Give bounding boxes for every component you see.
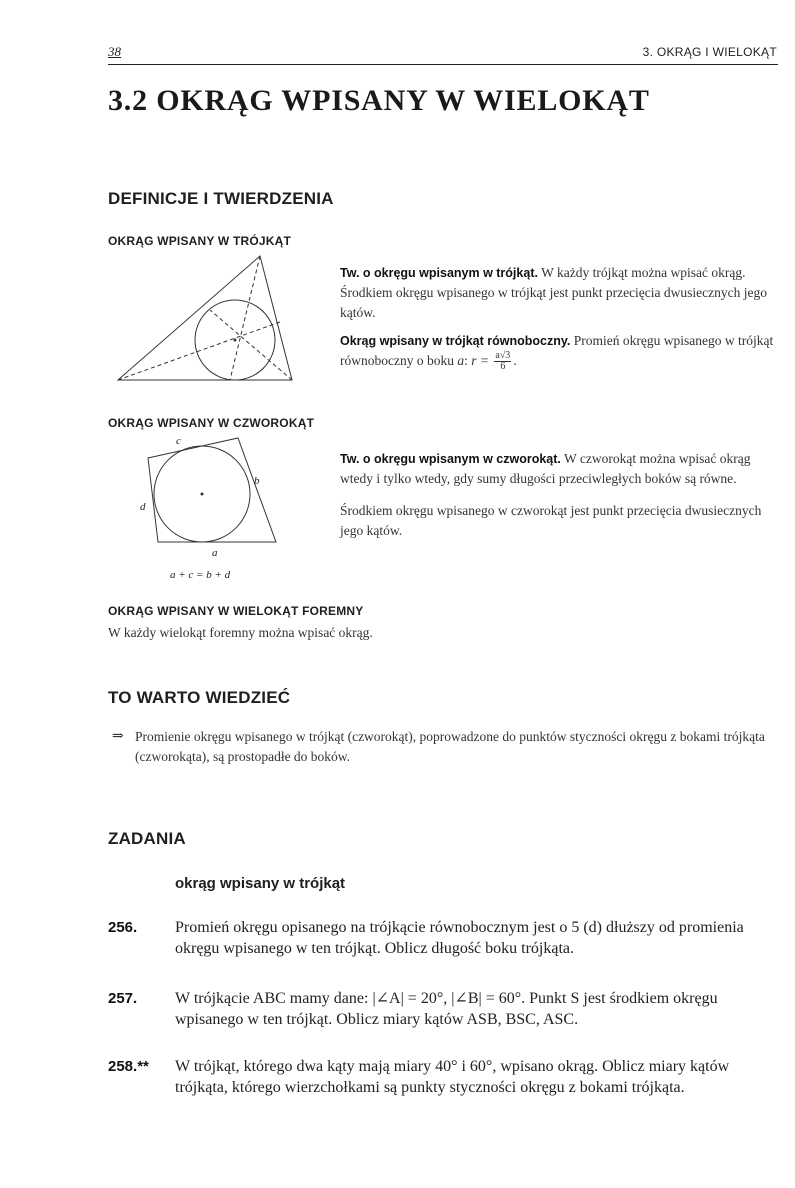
- running-head: 3. OKRĄG I WIELOKĄT: [642, 45, 777, 59]
- quadrilateral-theorem-block: [340, 449, 780, 549]
- quad-equation: a + c = b + d: [170, 569, 231, 581]
- equilateral-text: Promień okręgu wpisanego w trójkąt równoboczny o boku: [340, 333, 774, 368]
- triangle-outline: [118, 256, 292, 380]
- triangle-theorem-lead: Tw. o okręgu wpisanym w trójkąt.: [340, 266, 538, 280]
- incenter-point: [234, 339, 237, 342]
- task-number: 258.**: [108, 1058, 149, 1075]
- bisector-a: [118, 322, 280, 380]
- triangle-incircle-figure: [110, 252, 310, 388]
- bisector-b: [230, 256, 260, 380]
- quad-incenter-point: [201, 493, 204, 496]
- side-variable: a: [457, 353, 465, 368]
- label-c: c: [176, 435, 181, 447]
- task-number: 256.: [108, 919, 138, 936]
- tasks-subheading: okrąg wpisany w trójkąt: [175, 875, 346, 892]
- label-a: a: [212, 547, 218, 559]
- task-text: W trójkącie ABC mamy dane: |∠A| = 20°, |∠B| = 60°. Punkt S jest środkiem okręgu wpisanego w ten trójkąt. Oblicz miary kątów ASB, BSC, ASC.: [175, 990, 718, 1028]
- label-d: d: [140, 501, 146, 513]
- implication-arrow-icon: ⇒: [112, 729, 124, 744]
- formula-fraction: [494, 351, 511, 372]
- page-number: 38: [108, 44, 121, 59]
- quad-center-text: Środkiem okręgu wpisanego w czworokąt jest punkt przecięcia dwusiecznych jego kątów.: [340, 503, 762, 538]
- triangle-theorem-block: Tw. o okręgu wpisanym w trójkąt. W każdy trójkąt można wpisać okrąg. Środkiem okręgu wpisanego w trójkąt jest punkt przecięcia dwusiecznych jego kątów. Okrąg wpisany w trójkąt równoboczny. Promień okręgu wpisanego w trójkąt równoboczny o boku a: r = $\frac{a√3}{6}$ .: [340, 265, 774, 373]
- bisector-c: [210, 310, 292, 380]
- triangle-subheading: OKRĄG WPISANY W TRÓJKĄT: [108, 234, 292, 248]
- header-rule: [108, 64, 778, 65]
- quadrilateral-incircle-figure: [130, 432, 290, 582]
- triangle-theorem-text: W każdy trójkąt można wpisać okrąg. Środkiem okręgu wpisanego w trójkąt jest punkt przecięcia dwusiecznych jego kątów.: [340, 265, 767, 320]
- quadrilateral-subheading: OKRĄG WPISANY W CZWOROKĄT: [108, 416, 315, 430]
- regular-polygon-subheading: OKRĄG WPISANY W WIELOKĄT FOREMNY: [108, 604, 364, 618]
- label-b: b: [254, 475, 260, 487]
- formula-denominator: 6: [500, 361, 506, 373]
- definitions-heading: DEFINICJE I TWIERDZENIA: [108, 189, 334, 208]
- worth-knowing-heading: TO WARTO WIEDZIEĆ: [108, 688, 291, 707]
- task-number: 257.: [108, 990, 138, 1007]
- tasks-heading: ZADANIA: [108, 829, 186, 848]
- chapter-title: 3.2 OKRĄG WPISANY W WIELOKĄT: [108, 84, 650, 117]
- task-text: W trójkąt, którego dwa kąty mają miary 40° i 60°, wpisano okrąg. Oblicz miary kątów trójkąta, którego wierzchołkami są punkty styczności okręgu z bokami trójkąta.: [175, 1058, 730, 1096]
- regular-polygon-text: W każdy wielokąt foremny można wpisać okrąg.: [108, 625, 373, 640]
- equilateral-lead: Okrąg wpisany w trójkąt równoboczny.: [340, 334, 571, 348]
- quad-theorem-text: W czworokąt można wpisać okrąg wtedy i tylko wtedy, gdy sumy długości przeciwległych boków są równe.: [340, 451, 751, 486]
- quad-theorem-lead: Tw. o okręgu wpisanym w czworokąt.: [340, 452, 561, 466]
- worth-knowing-text: Promienie okręgu wpisanego w trójkąt (czworokąt), poprowadzone do punktów styczności okręgu z bokami trójkąta (czworokąta), są prostopadłe do boków.: [135, 729, 765, 764]
- task-text: Promień okręgu opisanego na trójkącie równobocznym jest o 5 (d) dłuższy od promienia okręgu wpisanego w ten trójkąt. Oblicz długość boku trójkąta.: [175, 919, 744, 957]
- formula-numerator: a√3: [495, 350, 511, 362]
- formula-lhs: r =: [471, 353, 489, 368]
